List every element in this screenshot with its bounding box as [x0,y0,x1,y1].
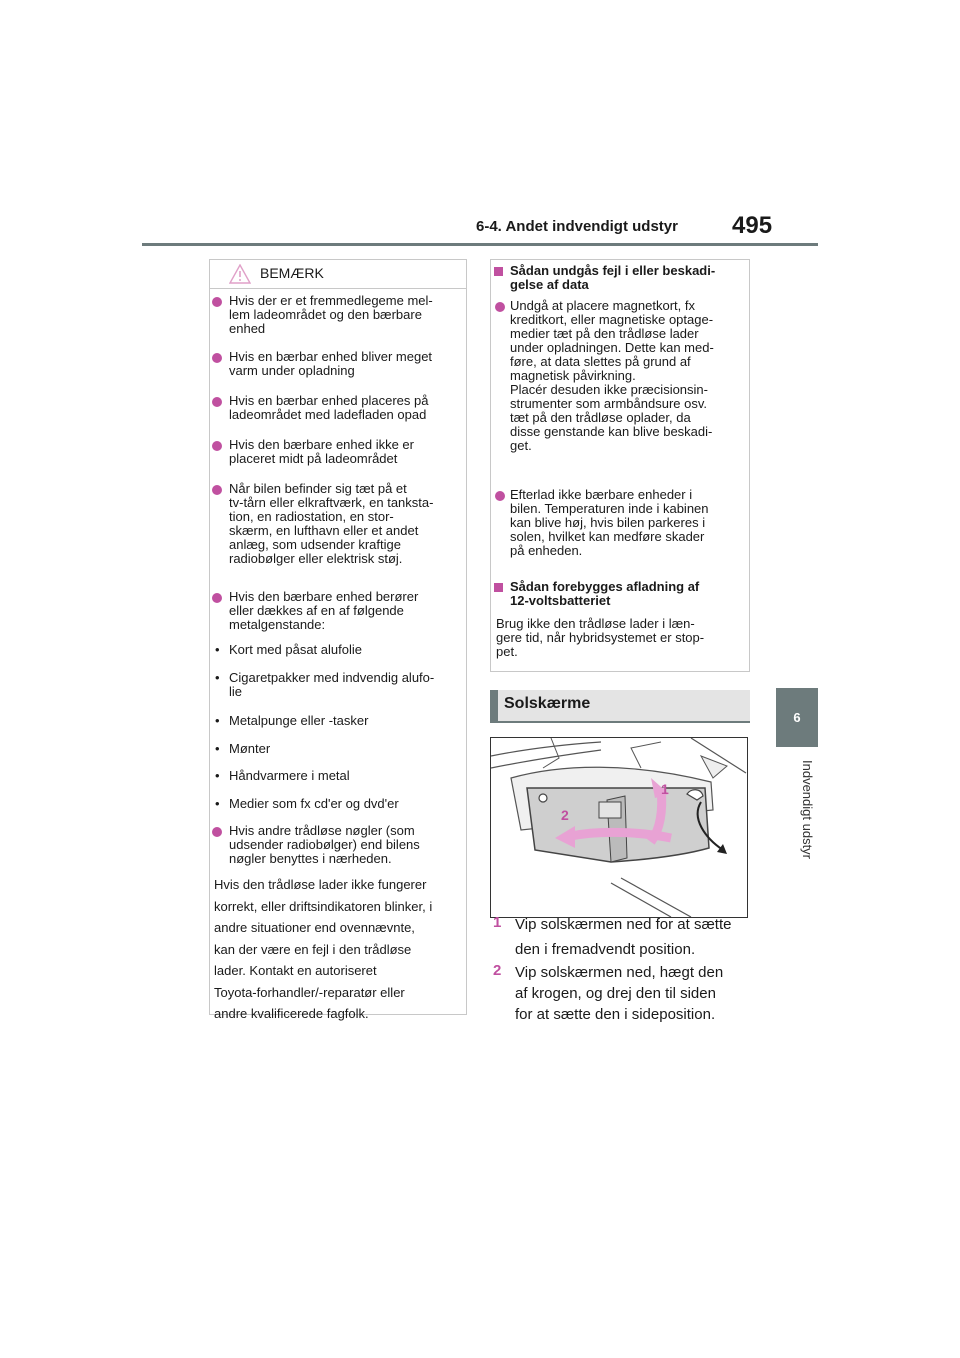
notice-line: Når bilen befinder sig tæt på et [229,481,407,496]
notice-line: Hvis den bærbare enhed ikke er [229,437,414,452]
page-number: 495 [732,212,773,239]
header-divider [142,243,818,246]
bullet-icon [212,593,222,603]
info-line: på enheden. [510,543,583,558]
notice-line: placeret midt på ladeområdet [229,451,398,466]
info-line: kreditkort, eller magnetiske optage- [510,312,714,327]
bullet-icon [212,397,222,407]
notice-paragraph: kan der være en fejl i den trådløse [214,942,412,957]
info-line: føre, at data slettes på grund af [510,354,691,369]
info-line: Placér desuden ikke præcisionsin- [510,382,708,397]
notice-line: skærm, en lufthavn eller et andet [229,523,419,538]
notice-paragraph: andre situationer end ovennævnte, [214,920,415,935]
notice-paragraph: lader. Kontakt en autoriseret [214,963,377,978]
sub-item: lie [229,684,243,699]
bullet-icon [495,491,505,501]
notice-line: metalgenstande: [229,617,326,632]
sun-visor-illustration [490,737,748,918]
info-heading: Sådan forebygges afladning af [510,579,700,594]
info-paragraph: gere tid, når hybridsystemet er stop- [496,630,705,645]
warning-triangle-icon [229,264,251,284]
info-line: under opladningen. Dette kan med- [510,340,714,355]
notice-line: Hvis en bærbar enhed placeres på [229,393,429,408]
bullet-icon [212,297,222,307]
info-line: Efterlad ikke bærbare enheder i [510,487,693,502]
bullet-icon [212,441,222,451]
notice-line: Hvis den bærbare enhed berører [229,589,419,604]
sub-item: Mønter [229,741,271,756]
notice-line: ladeområdet med ladefladen opad [229,407,427,422]
step-text: Vip solskærmen ned for at sætte den i fremadvendt position. [515,916,732,958]
sub-item: Cigaretpakker med indvendig alufo- [229,670,435,685]
info-heading: 12-voltsbatteriet [510,593,611,608]
notice-line: anlæg, som udsender kraftige [229,537,401,552]
notice-line: udsender radiobølger) end bilens [229,837,420,852]
info-paragraph: pet. [496,644,518,659]
bullet-icon [212,827,222,837]
info-line: kan blive høj, hvis bilen parkeres i [510,515,706,530]
chapter-tab: 6 [776,688,818,747]
figure-callout-2: 2 [561,807,569,823]
info-line: Undgå at placere magnetkort, fx [510,298,695,313]
step-number: 2 [493,962,502,979]
sub-item: Håndvarmere i metal [229,768,350,783]
section-title: Solskærme [504,695,591,712]
sub-item: Medier som fx cd'er og dvd'er [229,796,399,811]
info-heading: Sådan undgås fejl i eller beskadi- [510,263,716,278]
info-line: bilen. Temperaturen inde i kabinen [510,501,709,516]
info-paragraph: Brug ikke den trådløse lader i læn- [496,616,695,631]
chapter-label: Indvendigt udstyr [800,760,815,860]
bullet-icon [212,353,222,363]
notice-paragraph: korrekt, eller driftsindikatoren blinker, i [214,899,433,914]
info-line: strumenter som armbåndsure osv. [510,396,707,411]
step-number: 1 [493,914,502,931]
notice-paragraph: andre kvalificerede fagfolk. [214,1006,369,1021]
info-line: solen, hvilket kan medføre skader [510,529,705,544]
step-text: Vip solskærmen ned, hægt den af krogen, og drej den til siden for at sætte den i sideposition. [515,964,724,1023]
sub-item: Kort med påsat alufolie [229,642,362,657]
notice-line: enhed [229,321,266,336]
notice-line: tion, en radiostation, en stor- [229,509,394,524]
bullet-icon [212,485,222,495]
sub-item: Metalpunge eller -tasker [229,713,369,728]
notice-line: lem ladeområdet og den bærbare [229,307,422,322]
info-heading: gelse af data [510,277,589,292]
info-line: tæt på den trådløse oplader, da [510,410,691,425]
info-line: disse genstande kan blive beskadi- [510,424,713,439]
section-header: 6-4. Andet indvendigt udstyr [476,218,678,235]
notice-line: tv-tårn eller elkraftværk, en tanksta- [229,495,434,510]
notice-line: varm under opladning [229,363,355,378]
sun-visor-drawing [491,738,747,917]
square-bullet-icon [494,583,503,592]
notice-line: nøgler benyttes i nærheden. [229,851,392,866]
info-line: get. [510,438,532,453]
notice-line: Hvis andre trådløse nøgler (som [229,823,415,838]
info-line: medier tæt på den trådløse lader [510,326,699,341]
figure-callout-1: 1 [661,781,669,797]
notice-paragraph: Hvis den trådløse lader ikke fungerer [214,877,427,892]
info-line: magnetisk påvirkning. [510,368,636,383]
square-bullet-icon [494,267,503,276]
bullet-icon [495,302,505,312]
notice-title: BEMÆRK [260,265,324,281]
notice-line: radiobølger eller elektrisk støj. [229,551,403,566]
notice-line: eller dækkes af en af følgende [229,603,404,618]
notice-line: Hvis en bærbar enhed bliver meget [229,349,433,364]
notice-paragraph: Toyota-forhandler/-reparatør eller [214,985,405,1000]
notice-line: Hvis der er et fremmedlegeme mel- [229,293,433,308]
notice-header [210,260,466,289]
